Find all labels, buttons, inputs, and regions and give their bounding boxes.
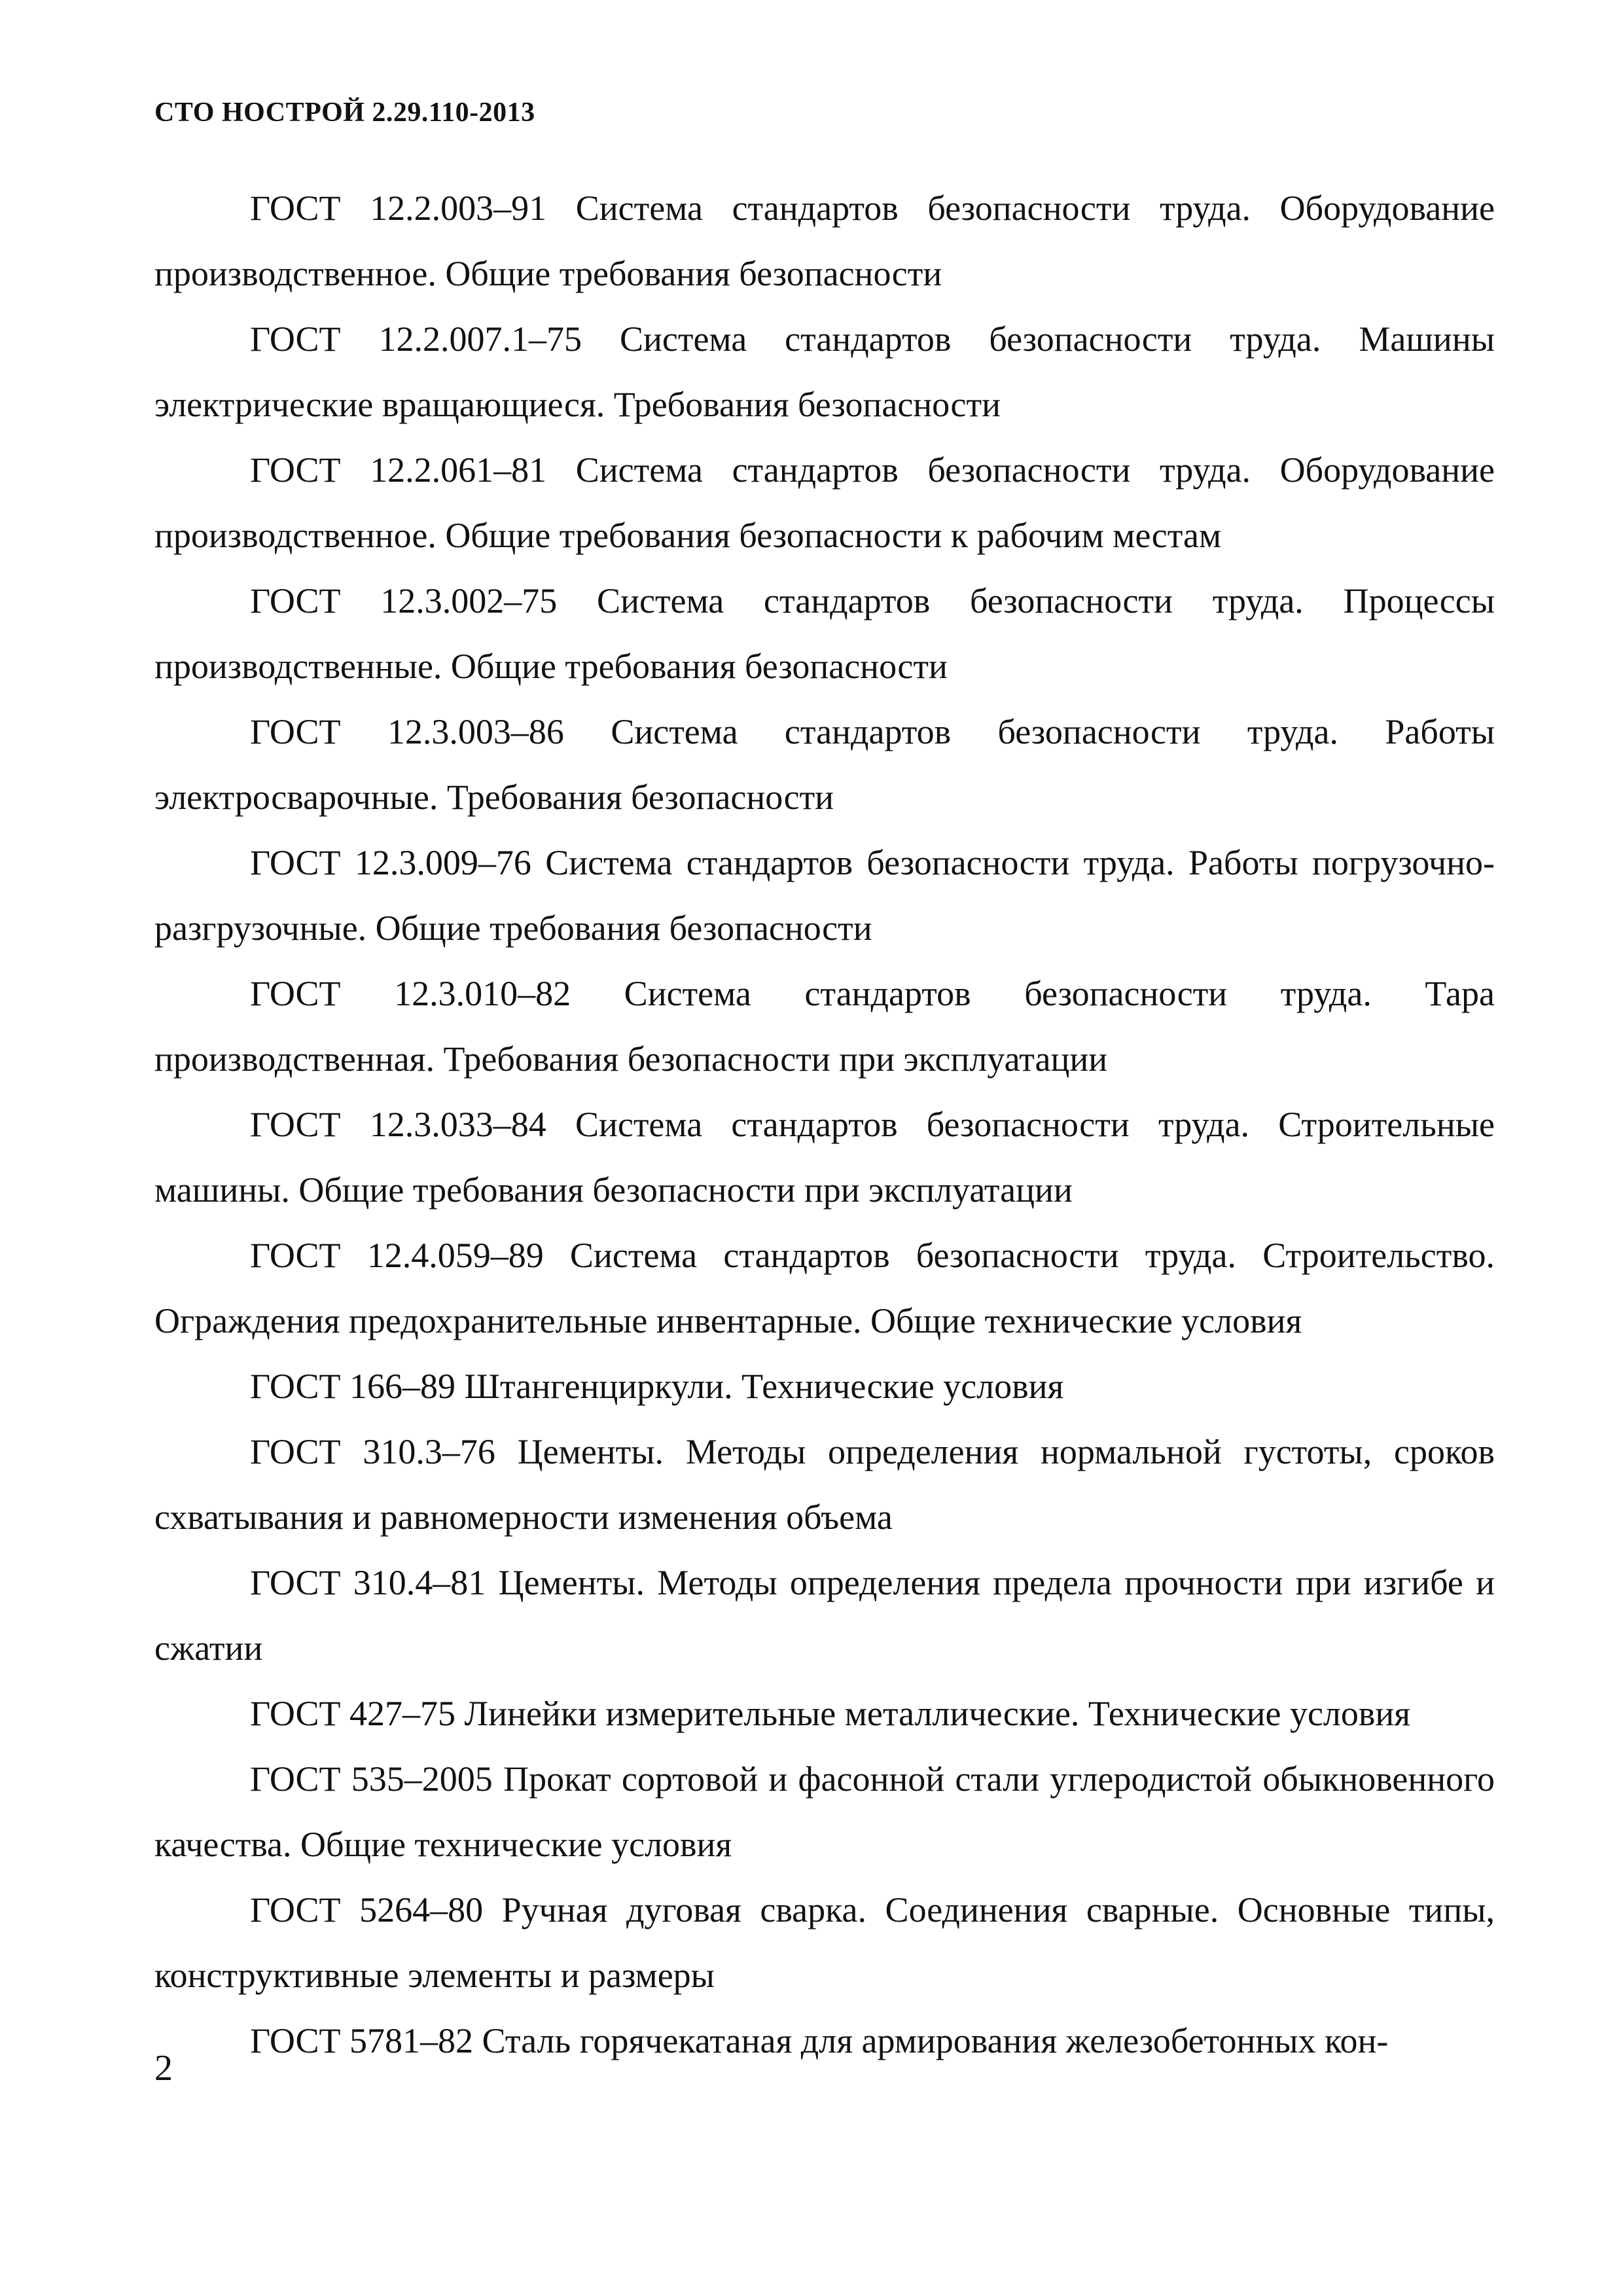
reference-entry: ГОСТ 12.3.002–75 Система стандартов безопасности труда. Процессы производственные. Общие требования безопасности bbox=[154, 581, 1495, 686]
reference-entry: ГОСТ 310.4–81 Цементы. Методы определения предела прочности при изгибе и сжатии bbox=[154, 1563, 1495, 1668]
reference-entry: ГОСТ 5781–82 Сталь горячекатаная для армирования железобетонных кон- bbox=[250, 2021, 1389, 2060]
reference-entry: ГОСТ 12.3.033–84 Система стандартов безопасности труда. Строительные машины. Общие требования безопасности при эксплуатации bbox=[154, 1105, 1495, 1210]
reference-entry: ГОСТ 166–89 Штангенциркули. Технические условия bbox=[250, 1367, 1064, 1406]
references-list bbox=[154, 175, 1495, 2073]
page-number: 2 bbox=[154, 2048, 173, 2089]
reference-entry: ГОСТ 12.3.009–76 Система стандартов безопасности труда. Работы погрузочно-разгрузочные. Общие требования безопасности bbox=[154, 843, 1495, 948]
reference-entry: ГОСТ 5264–80 Ручная дуговая сварка. Соединения сварные. Основные типы, конструктивные элементы и размеры bbox=[154, 1890, 1495, 1995]
reference-entry: ГОСТ 12.2.007.1–75 Система стандартов безопасности труда. Машины электрические вращающиеся. Требования безопасности bbox=[154, 319, 1495, 424]
document-header: СТО НОСТРОЙ 2.29.110-2013 bbox=[154, 98, 535, 128]
reference-entry: ГОСТ 12.2.061–81 Система стандартов безопасности труда. Оборудование производственное. Общие требования безопасности к рабочим местам bbox=[154, 450, 1495, 555]
reference-entry: ГОСТ 12.3.003–86 Система стандартов безопасности труда. Работы электросварочные. Требования безопасности bbox=[154, 712, 1495, 817]
reference-entry: ГОСТ 12.4.059–89 Система стандартов безопасности труда. Строительство. Ограждения предохранительные инвентарные. Общие технические условия bbox=[154, 1236, 1495, 1340]
reference-entry: ГОСТ 12.3.010–82 Система стандартов безопасности труда. Тара производственная. Требования безопасности при эксплуатации bbox=[154, 974, 1495, 1079]
reference-entry: ГОСТ 427–75 Линейки измерительные металлические. Технические условия bbox=[250, 1694, 1411, 1733]
reference-entry: ГОСТ 12.2.003–91 Система стандартов безопасности труда. Оборудование производственное. Общие требования безопасности bbox=[154, 188, 1495, 293]
reference-entry: ГОСТ 310.3–76 Цементы. Методы определения нормальной густоты, сроков схватывания и равномерности изменения объема bbox=[154, 1432, 1495, 1537]
reference-entry: ГОСТ 535–2005 Прокат сортовой и фасонной стали углеродистой обыкновенного качества. Общие технические условия bbox=[154, 1759, 1495, 1864]
